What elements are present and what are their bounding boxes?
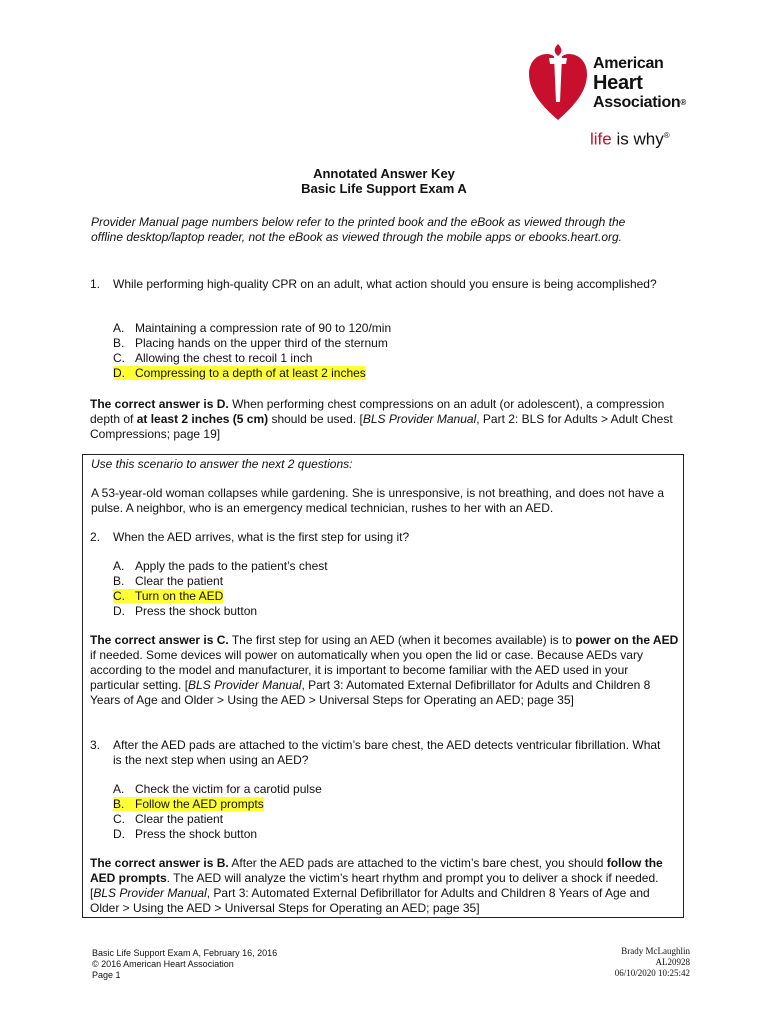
footer-user-id: AL20928: [655, 957, 690, 967]
scenario-heading: Use this scenario to answer the next 2 questions:: [91, 457, 353, 471]
question-2: [90, 530, 670, 545]
page-subtitle: Basic Life Support Exam A: [301, 181, 467, 196]
question-number: 3.: [90, 738, 101, 752]
question-text: When the AED arrives, what is the first step for using it?: [113, 530, 410, 544]
question-text: After the AED pads are attached to the victim’s bare chest, the AED detects ventricular fibrillation. What is the next step when using an AED?: [113, 738, 661, 767]
logo-line1: American: [593, 55, 664, 72]
q3-option-c: C. Clear the patient: [113, 812, 224, 826]
logo-line2: Heart: [593, 72, 643, 94]
q2-option-b: B. Clear the patient: [113, 574, 224, 588]
scenario-text: A 53-year-old woman collapses while gardening. She is unresponsive, is not breathing, and does not have a pulse. A neighbor, who is an emergency medical technician, rushes to her with an AED.: [91, 486, 665, 515]
q2-option-d: D. Press the shock button: [113, 604, 258, 618]
question-3: [90, 738, 670, 768]
q1-answer-explanation: The correct answer is D. When performing chest compressions on an adult (or adolescent), a compression depth of at least 2 inches (5 cm) should be used. [BLS Provider Manual, Part 2: BLS for Adults > Adult Chest Compressions; page 19]: [90, 397, 673, 441]
page-title: Annotated Answer Key: [313, 166, 455, 181]
footer-copyright: © 2016 American Heart Association: [92, 959, 234, 969]
logo-reg-mark: ®: [680, 98, 686, 107]
q3-option-d: D. Press the shock button: [113, 827, 258, 841]
question-number: 2.: [90, 530, 101, 544]
q1-option-d-correct: D. Compressing to a depth of at least 2 inches: [113, 366, 366, 380]
q3-option-a: A. Check the victim for a carotid pulse: [113, 782, 322, 796]
footer-exam-date: Basic Life Support Exam A, February 16, 2016: [92, 948, 278, 958]
question-number: 1.: [90, 277, 101, 291]
q2-option-a: A. Apply the pads to the patient’s chest: [113, 559, 328, 573]
tagline-life: life: [590, 129, 612, 149]
question-text: While performing high-quality CPR on an adult, what action should you ensure is being accomplished?: [113, 277, 657, 291]
q2-answer-explanation: The correct answer is C. The first step for using an AED (when it becomes available) is to power on the AED if needed. Some devices will power on automatically when you open the lid or case. Because AEDs vary according to the model and manufacturer, it is important to become familiar with the AED used in your particular setting. [BLS Provider Manual, Part 3: Automated External Defibrillator for Adults and Children 8 Years of Age and Older > Using the AED > Universal Steps for Operating an AED; page 35]: [90, 633, 679, 707]
q1-option-c: C. Allowing the chest to recoil 1 inch: [113, 351, 313, 365]
question-1: [90, 277, 670, 292]
tagline-mark: ®: [663, 131, 670, 140]
footer-timestamp: 06/10/2020 10:25:42: [614, 968, 690, 978]
footer-left: [92, 948, 277, 981]
intro-note: Provider Manual page numbers below refer to the printed book and the eBook as viewed through the offline desktop/laptop reader, not the eBook as viewed through the mobile apps or ebooks.heart.org.: [91, 215, 626, 244]
heart-torch-icon: [527, 44, 589, 124]
logo-line3: Association: [593, 94, 681, 111]
footer-user-name: Brady McLaughlin: [621, 946, 690, 956]
q3-option-b-correct: B. Follow the AED prompts: [113, 797, 264, 811]
logo-tagline: [590, 128, 670, 147]
q1-option-a: A. Maintaining a compression rate of 90 to 120/min: [113, 321, 392, 335]
q1-option-b: B. Placing hands on the upper third of the sternum: [113, 336, 388, 350]
footer-right: [560, 946, 690, 979]
q2-option-c-correct: C. Turn on the AED: [113, 589, 224, 603]
tagline-rest: is why: [611, 129, 664, 149]
aha-logo: [527, 44, 707, 154]
footer-page-number: Page 1: [92, 970, 121, 980]
q3-answer-explanation: The correct answer is B. After the AED pads are attached to the victim’s bare chest, you should follow the AED prompts. The AED will analyze the victim’s heart rhythm and prompt you to deliver a shock if needed. [BLS Provider Manual, Part 3: Automated External Defibrillator for Adults and Children 8 Years of Age and Older > Using the AED > Universal Steps for Operating an AED; page 35]: [90, 856, 663, 915]
